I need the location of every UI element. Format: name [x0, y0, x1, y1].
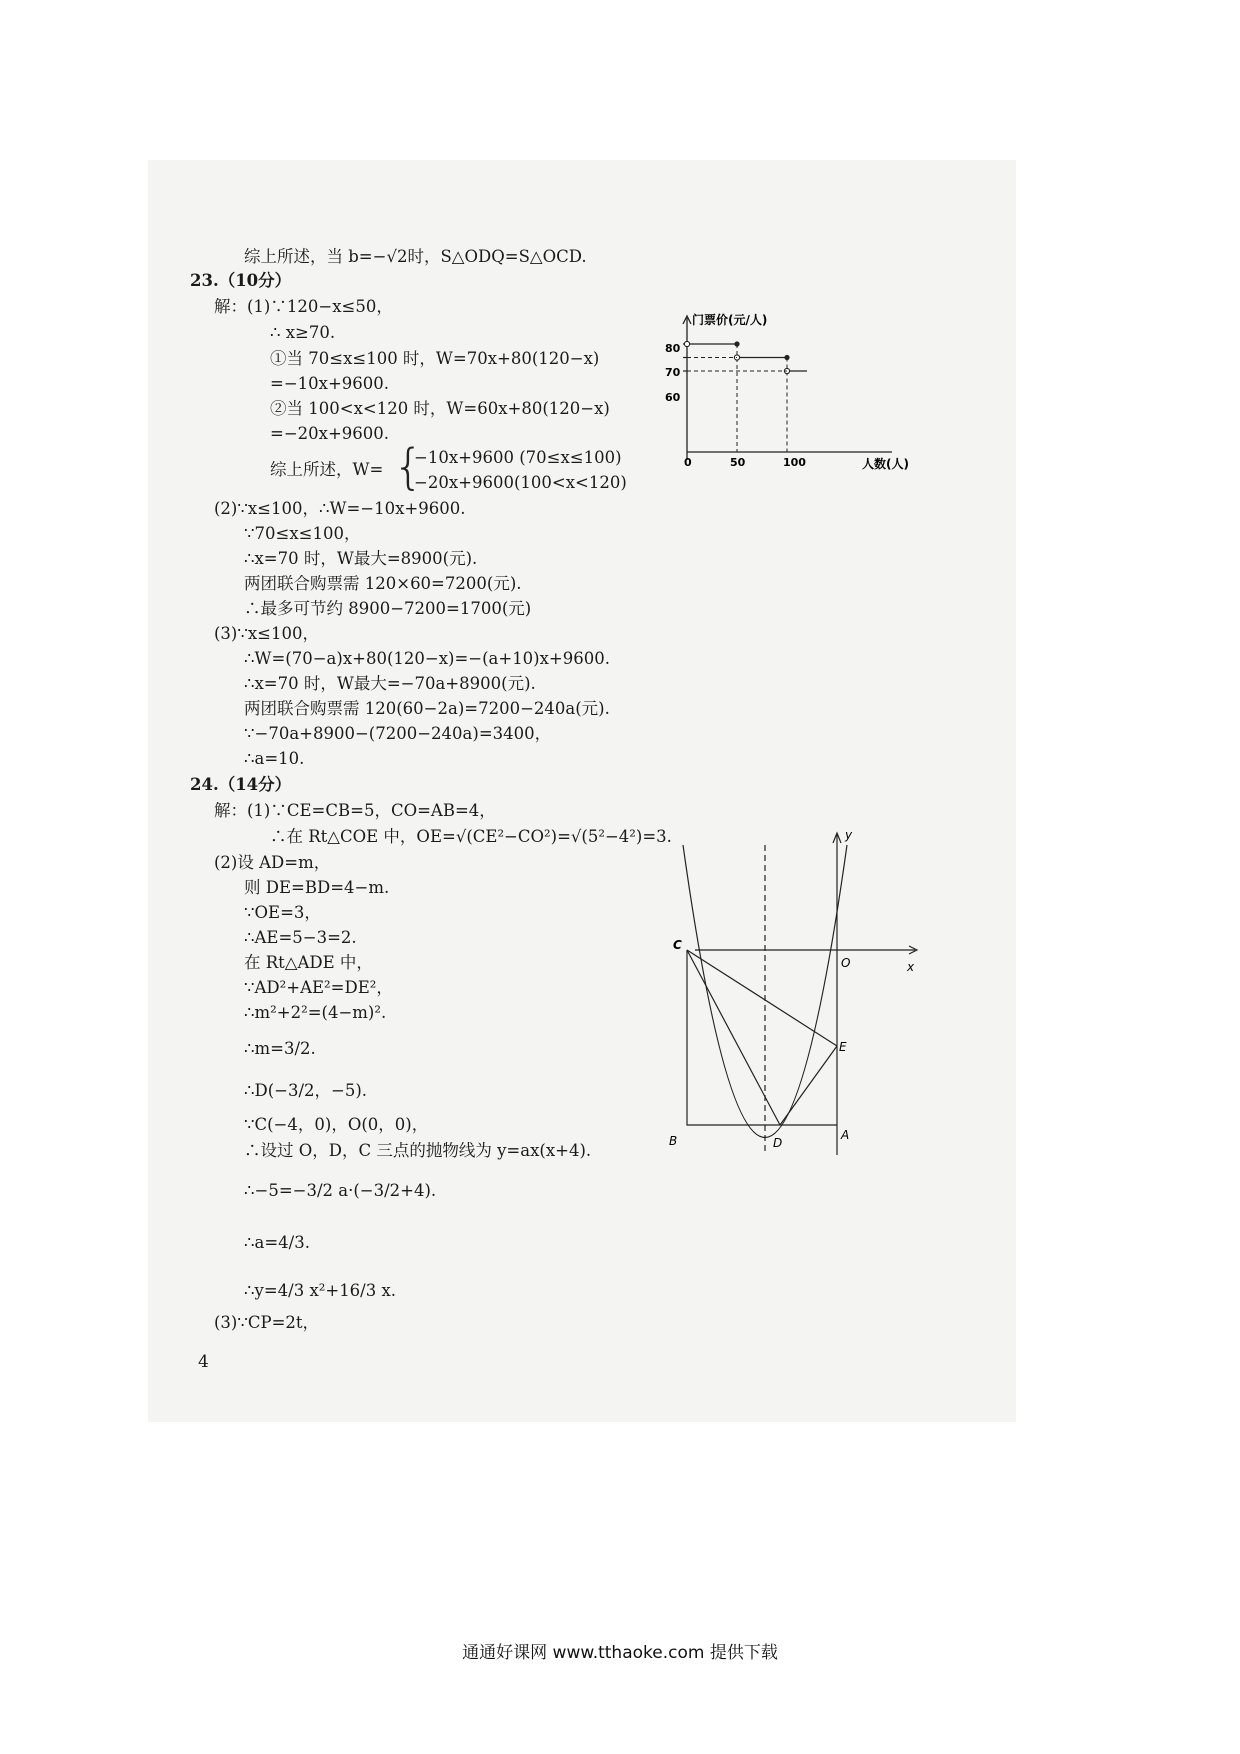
page-number: 4: [198, 1352, 209, 1372]
axis-label-y: y: [845, 828, 853, 842]
piecewise-case: −20x+9600(100<x<120): [414, 473, 627, 492]
solution-line: 综上所述，W=: [270, 460, 384, 479]
geometry-figure: [665, 825, 935, 1165]
origin-label: 0: [684, 456, 692, 469]
solution-line: (2)设 AD=m，: [214, 853, 331, 872]
point-label-o: O: [841, 956, 851, 970]
problem-24-heading: 24.（14分）: [190, 775, 292, 794]
solution-line: ∵C(−4，0)，O(0，0)，: [244, 1115, 429, 1134]
solution-line: ∴m²+2²=(4−m)².: [244, 1003, 387, 1022]
solution-line: ∴ x≥70.: [270, 323, 336, 342]
y-tick-label: 70: [665, 366, 681, 379]
solution-line: ∴D(−3/2，−5).: [244, 1081, 368, 1100]
point-label-c: C: [673, 938, 682, 952]
solution-line: ∴AE=5−3=2.: [244, 928, 357, 947]
y-tick-label: 60: [665, 391, 681, 404]
x-tick-label: 50: [730, 456, 746, 469]
axis-label-x: x: [907, 960, 915, 974]
solution-line: ∴W=(70−a)x+80(120−x)=−(a+10)x+9600.: [244, 649, 610, 668]
point-label-d: D: [773, 1136, 783, 1150]
point-label-e: E: [839, 1040, 847, 1054]
solution-line: 两团联合购票需 120×60=7200(元).: [244, 574, 522, 593]
solution-line: (2)∵x≤100，∴W=−10x+9600.: [214, 499, 466, 518]
solution-line: =−20x+9600.: [270, 424, 390, 443]
solution-line: (3)∵x≤100，: [214, 624, 319, 643]
solution-line: 解：(1)∵120−x≤50，: [214, 297, 393, 316]
solution-line: 解：(1)∵CE=CB=5，CO=AB=4，: [214, 801, 496, 820]
solution-line: ∵OE=3，: [244, 903, 321, 922]
solution-line: ∴a=10.: [244, 749, 305, 768]
solution-line: ∴−5=−3/2 a·(−3/2+4).: [244, 1181, 437, 1200]
solution-line: ∵70≤x≤100，: [244, 524, 361, 543]
summary-line: 综上所述，当 b=−√2时，S△ODQ=S△OCD.: [244, 247, 587, 266]
solution-line: ∴m=3/2.: [244, 1039, 316, 1058]
solution-line: 两团联合购票需 120(60−2a)=7200−240a(元).: [244, 699, 610, 718]
problem-23-heading: 23.（10分）: [190, 271, 292, 290]
y-tick-label: 80: [665, 342, 681, 355]
point-label-b: B: [669, 1134, 678, 1148]
y-axis-label: 门票价(元/人): [692, 313, 768, 327]
rectangle-side: [687, 950, 837, 1125]
piecewise-case: −10x+9600 (70≤x≤100): [414, 448, 622, 467]
x-axis-label: 人数(人): [862, 457, 909, 471]
solution-line: ∴x=70 时，W最大=−70a+8900(元).: [244, 674, 536, 693]
solution-line: ②当 100<x<120 时，W=60x+80(120−x): [270, 399, 610, 418]
solution-line: =−10x+9600.: [270, 374, 390, 393]
piecewise-brace: {: [393, 439, 424, 495]
solution-line: ①当 70≤x≤100 时，W=70x+80(120−x): [270, 349, 600, 368]
solution-line: ∴x=70 时，W最大=8900(元).: [244, 549, 478, 568]
solution-line: ∵−70a+8900−(7200−240a)=3400，: [244, 724, 552, 743]
segment-cd: [687, 950, 780, 1125]
solution-line: ∴y=4/3 x²+16/3 x.: [244, 1281, 397, 1300]
solution-line: 在 Rt△ADE 中，: [244, 953, 373, 972]
solution-line: ∴a=4/3.: [244, 1233, 310, 1252]
solution-line: ∴在 Rt△COE 中，OE=√(CE²−CO²)=√(5²−4²)=3.: [270, 827, 672, 846]
solution-line: (3)∵CP=2t，: [214, 1313, 320, 1332]
solution-line: 则 DE=BD=4−m.: [244, 878, 390, 897]
x-tick-label: 100: [783, 456, 806, 469]
footer-credit: 通通好课网 www.tthaoke.com 提供下载: [462, 1643, 778, 1663]
solution-line: ∴最多可节约 8900−7200=1700(元): [244, 599, 532, 618]
point-label-a: A: [841, 1128, 850, 1142]
solution-line: ∴设过 O，D，C 三点的抛物线为 y=ax(x+4).: [244, 1141, 592, 1160]
solution-line: ∵AD²+AE²=DE²，: [244, 978, 393, 997]
open-endpoint: [684, 341, 689, 346]
ticket-price-chart: [640, 310, 930, 490]
